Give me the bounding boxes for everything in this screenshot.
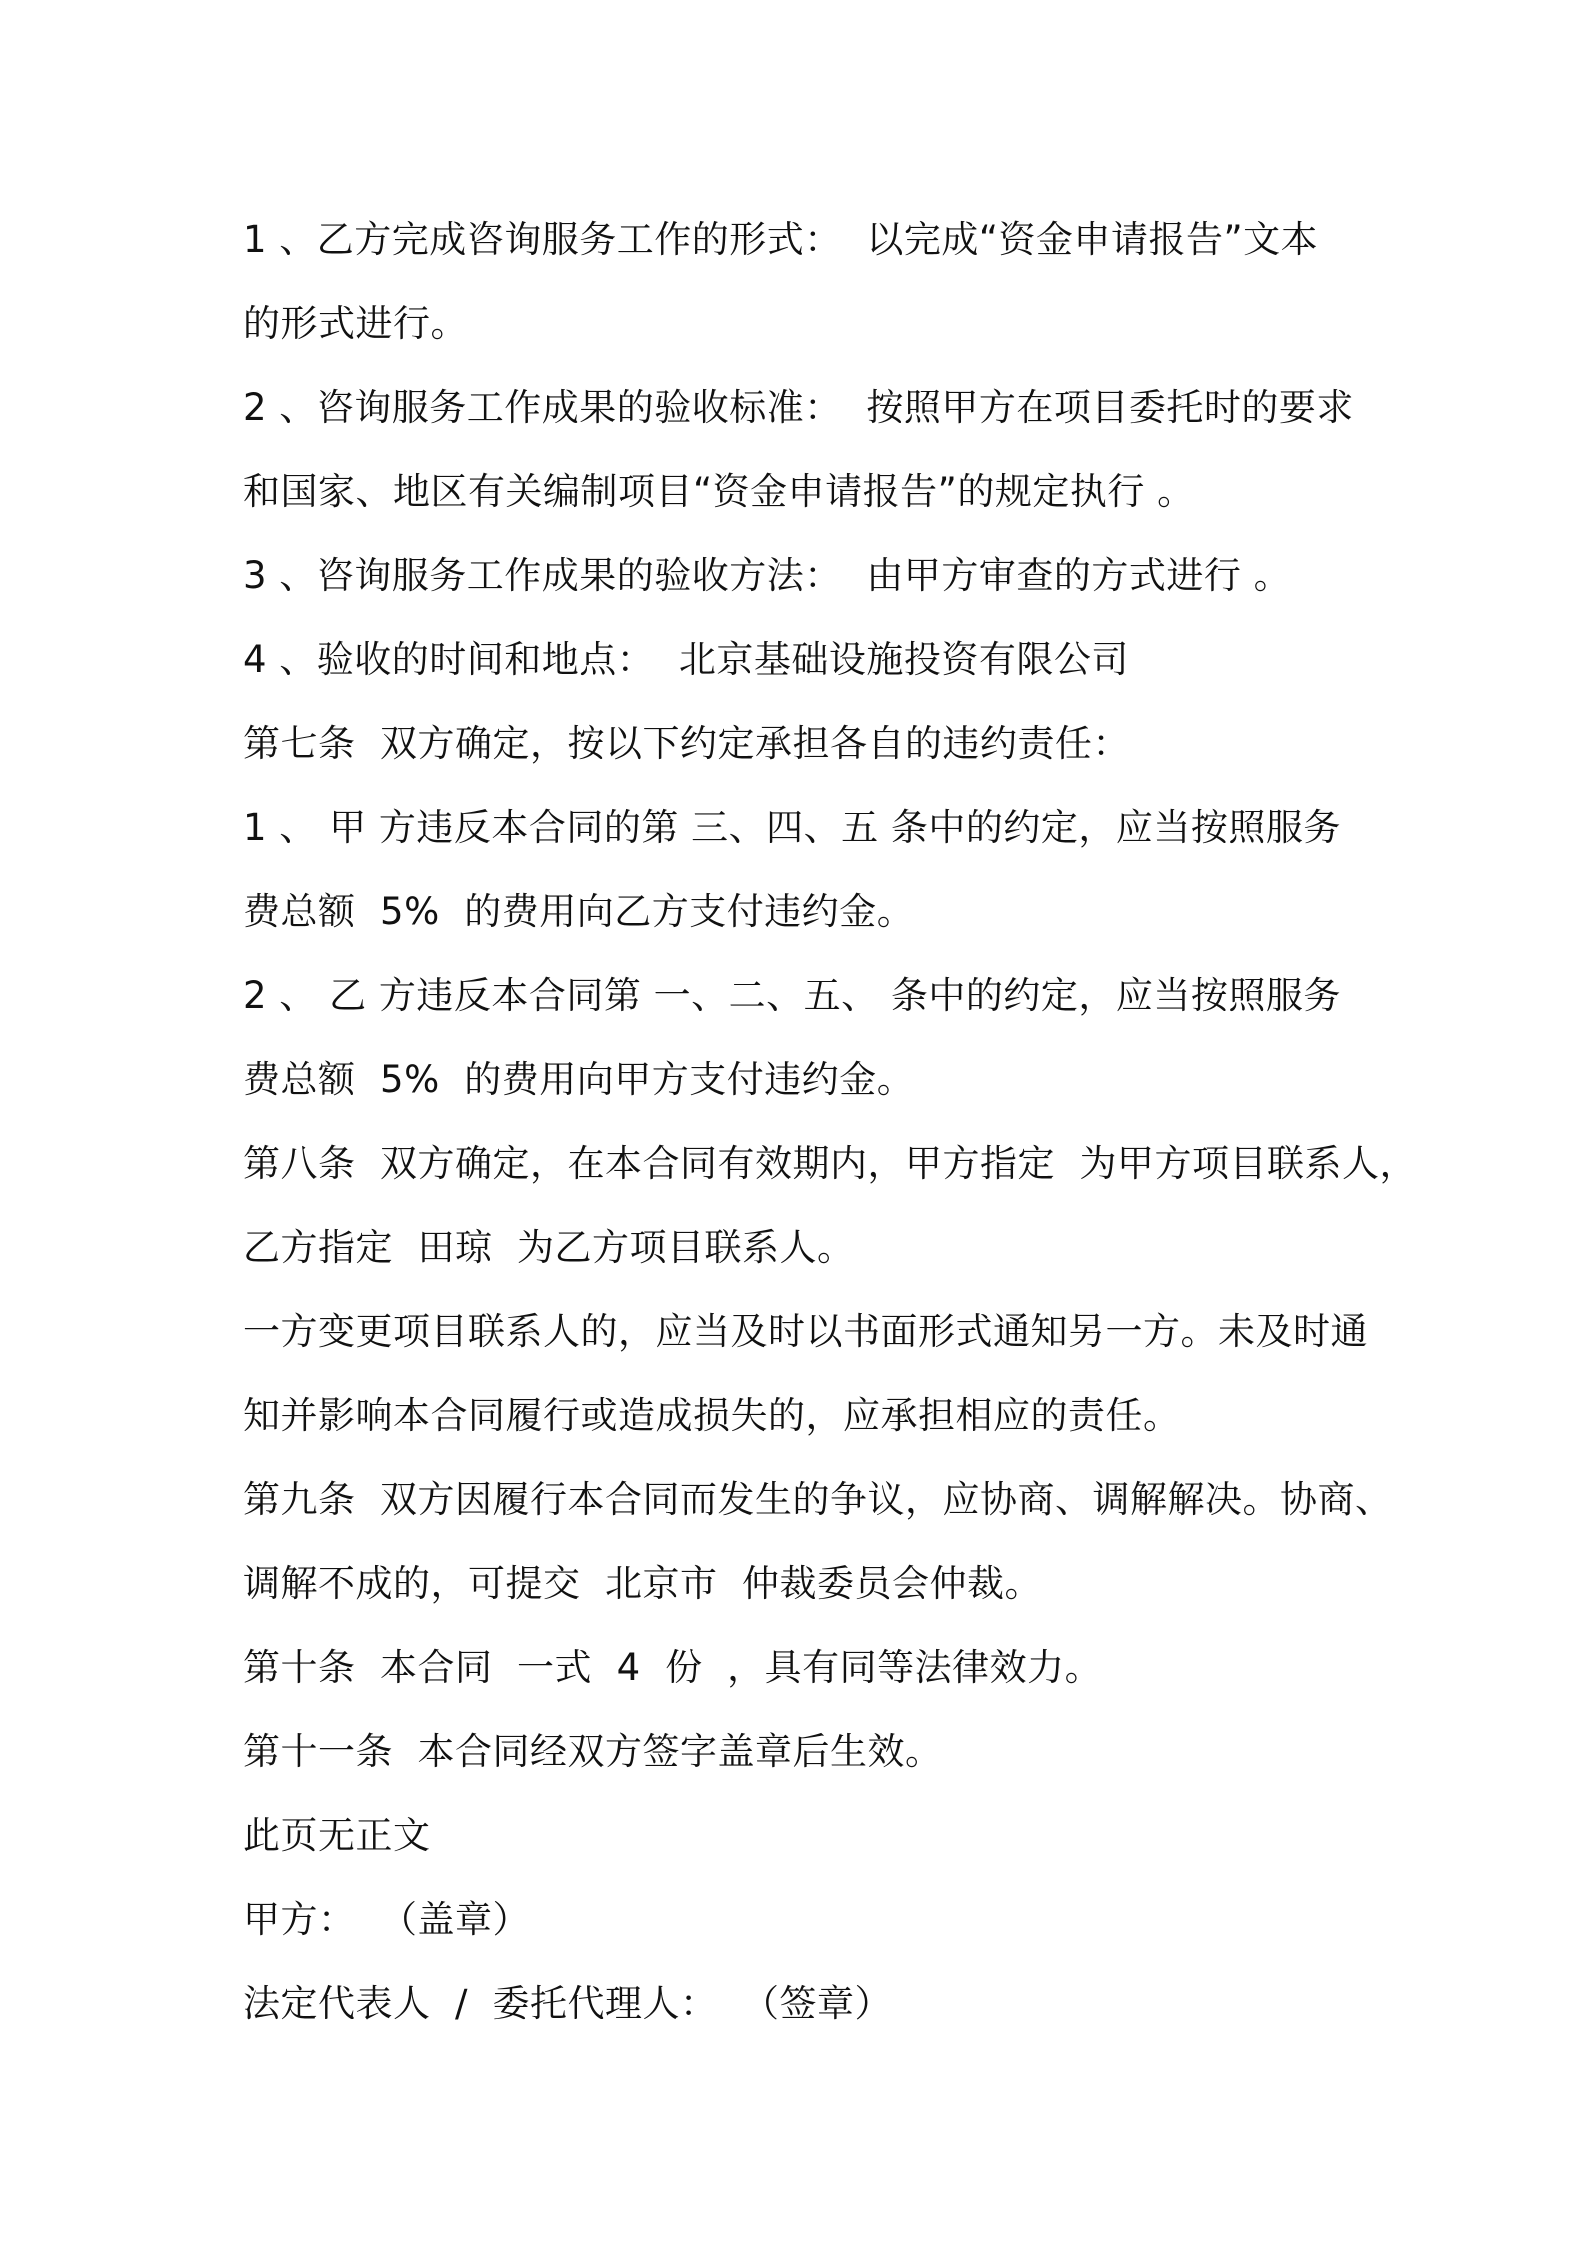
clause-11: 第十一条 本合同经双方签字盖章后生效。 xyxy=(243,1730,943,1773)
clause-8-line-4: 知并影响本合同履行或造成损失的，应承担相应的责任。 xyxy=(243,1394,1181,1437)
clause-10: 第十条 本合同 一式 4 份 ，具有同等法律效力。 xyxy=(243,1646,1103,1689)
clause-9-line-2: 调解不成的，可提交 北京市 仲裁委员会仲裁。 xyxy=(243,1562,1043,1605)
clause-6-item-3: 3 、咨询服务工作成果的验收方法： 由甲方审查的方式进行 。 xyxy=(243,554,1292,597)
no-text-note: 此页无正文 xyxy=(243,1814,431,1857)
clause-6-item-4: 4 、验收的时间和地点： 北京基础设施投资有限公司 xyxy=(243,638,1129,681)
document-body xyxy=(243,198,1418,2046)
clause-9-line-1: 第九条 双方因履行本合同而发生的争议，应协商、调解解决。协商、 xyxy=(243,1478,1393,1521)
clause-8-line-1: 第八条 双方确定，在本合同有效期内，甲方指定 为甲方项目联系人， xyxy=(243,1142,1418,1185)
clause-6-item-1-line-2: 的形式进行。 xyxy=(243,302,468,345)
clause-7-item-1-line-1: 1 、 甲 方违反本合同的第 三、四、五 条中的约定，应当按照服务 xyxy=(243,806,1341,849)
clause-7-heading: 第七条 双方确定，按以下约定承担各自的违约责任： xyxy=(243,722,1131,765)
clause-6-item-2-line-1: 2 、咨询服务工作成果的验收标准： 按照甲方在项目委托时的要求 xyxy=(243,386,1354,429)
clause-8-line-3: 一方变更项目联系人的，应当及时以书面形式通知另一方。未及时通 xyxy=(243,1310,1368,1353)
clause-6-item-1-line-1: 1 、乙方完成咨询服务工作的形式： 以完成“资金申请报告”文本 xyxy=(243,218,1319,261)
clause-7-item-2-line-1: 2 、 乙 方违反本合同第 一、二、五、 条中的约定，应当按照服务 xyxy=(243,974,1341,1017)
clause-7-item-2-line-2: 费总额 5% 的费用向甲方支付违约金。 xyxy=(243,1058,915,1101)
party-a-seal-line: 甲方： （盖章） xyxy=(243,1898,531,1941)
clause-6-item-2-line-2: 和国家、地区有关编制项目“资金申请报告”的规定执行 。 xyxy=(243,470,1195,513)
clause-8-line-2: 乙方指定 田琼 为乙方项目联系人。 xyxy=(243,1226,855,1269)
clause-7-item-1-line-2: 费总额 5% 的费用向乙方支付违约金。 xyxy=(243,890,915,933)
legal-representative-signature-line: 法定代表人 / 委托代理人： （签章） xyxy=(243,1982,893,2025)
